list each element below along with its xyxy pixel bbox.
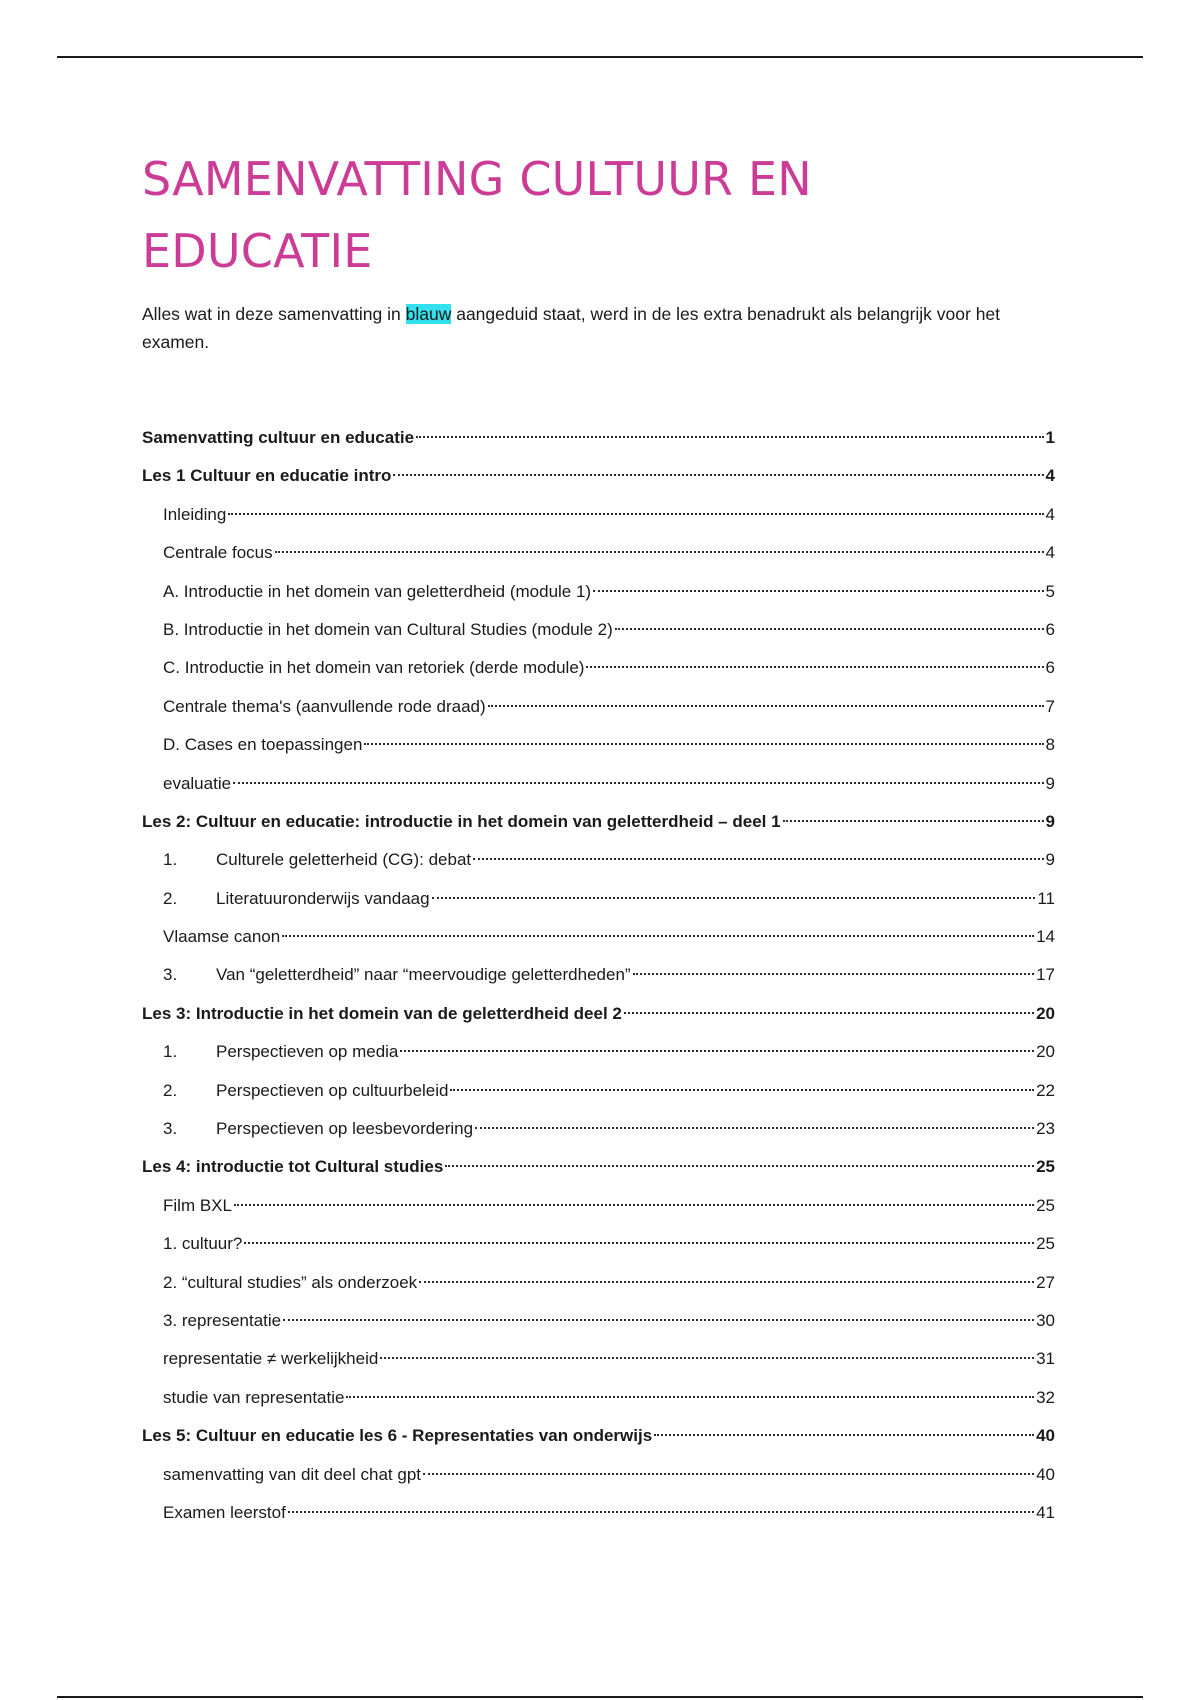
toc-entry-page-number: 4: [1045, 466, 1055, 486]
toc-entry-page-number: 31: [1036, 1349, 1055, 1369]
bottom-rule: [57, 1696, 1143, 1698]
toc-entry[interactable]: [142, 611, 1055, 649]
toc-entry[interactable]: [142, 1417, 1055, 1455]
toc-entry-label: Les 4: introductie tot Cultural studies: [142, 1157, 444, 1177]
toc-entry-label: Les 3: Introductie in het domein van de geletterdheid deel 2: [142, 1003, 622, 1023]
toc-dot-leader: [593, 590, 1043, 592]
toc-entry[interactable]: [142, 995, 1055, 1033]
toc-dot-leader: [275, 551, 1044, 553]
toc-entry[interactable]: [142, 1494, 1055, 1532]
toc-dot-leader: [624, 1012, 1034, 1014]
toc-entry-label: Centrale thema's (aanvullende rode draad): [163, 696, 486, 716]
toc-dot-leader: [450, 1089, 1034, 1091]
toc-dot-leader: [586, 666, 1043, 668]
toc-entry-label: 1. cultuur?: [163, 1234, 243, 1254]
table-of-contents: [142, 419, 1055, 1532]
page-title-line-1: SAMENVATTING CULTUUR EN: [142, 152, 812, 206]
toc-entry-label: D. Cases en toepassingen: [163, 735, 363, 755]
toc-entry-page-number: 17: [1036, 965, 1055, 985]
toc-dot-leader: [416, 436, 1043, 438]
toc-entry[interactable]: [142, 419, 1055, 457]
toc-entry-page-number: 20: [1036, 1003, 1055, 1023]
toc-entry[interactable]: [142, 1033, 1055, 1071]
toc-entry-label: C. Introductie in het domein van retoriek (derde module): [163, 658, 585, 678]
toc-entry-label: Literatuuronderwijs vandaag: [216, 888, 430, 908]
toc-entry[interactable]: [142, 1072, 1055, 1110]
toc-entry-label: Van “geletterdheid” naar “meervoudige geletterdheden”: [216, 965, 631, 985]
toc-entry[interactable]: [142, 1456, 1055, 1494]
toc-entry-page-number: 25: [1036, 1234, 1055, 1254]
toc-entry-number: 1.: [163, 1042, 178, 1062]
intro-paragraph: [142, 300, 1062, 356]
toc-entry-page-number: 11: [1037, 888, 1055, 908]
toc-dot-leader: [244, 1242, 1034, 1244]
page-title-line-2: EDUCATIE: [142, 224, 373, 278]
toc-entry[interactable]: [142, 956, 1055, 994]
toc-entry-label: Film BXL: [163, 1195, 232, 1215]
toc-dot-leader: [346, 1396, 1034, 1398]
toc-entry-page-number: 7: [1045, 696, 1055, 716]
toc-entry-page-number: 41: [1036, 1502, 1055, 1522]
toc-entry-number: 1.: [163, 850, 178, 870]
toc-dot-leader: [419, 1281, 1034, 1283]
toc-entry-page-number: 20: [1036, 1042, 1055, 1062]
toc-dot-leader: [473, 858, 1043, 860]
toc-entry-label: Inleiding: [163, 504, 227, 524]
toc-entry-page-number: 40: [1036, 1426, 1055, 1446]
toc-entry[interactable]: [142, 1379, 1055, 1417]
toc-dot-leader: [393, 474, 1043, 476]
toc-entry-page-number: 23: [1036, 1119, 1055, 1139]
toc-entry-number: 3.: [163, 965, 178, 985]
toc-entry[interactable]: [142, 726, 1055, 764]
toc-entry-page-number: 25: [1036, 1195, 1055, 1215]
toc-dot-leader: [432, 897, 1036, 899]
toc-entry-page-number: 8: [1045, 735, 1055, 755]
toc-entry[interactable]: [142, 1148, 1055, 1186]
toc-dot-leader: [283, 1319, 1034, 1321]
toc-entry-page-number: 1: [1045, 428, 1055, 447]
toc-entry-number: 3.: [163, 1119, 178, 1139]
intro-text-after: aangeduid staat, werd in de les extra benadrukt als belangrijk voor het examen.: [142, 304, 1001, 352]
toc-entry[interactable]: [142, 1110, 1055, 1148]
toc-entry-label: studie van representatie: [163, 1387, 345, 1407]
toc-entry-page-number: 40: [1036, 1464, 1055, 1484]
toc-entry-page-number: 4: [1045, 504, 1055, 524]
toc-entry-page-number: 6: [1045, 619, 1055, 639]
toc-entry-label: evaluatie: [163, 773, 232, 793]
toc-entry-page-number: 22: [1036, 1080, 1055, 1100]
toc-dot-leader: [234, 1204, 1034, 1206]
toc-entry[interactable]: [142, 765, 1055, 803]
toc-entry-label: samenvatting van dit deel chat gpt: [163, 1464, 421, 1484]
toc-entry-number: 2.: [163, 1080, 178, 1100]
toc-entry[interactable]: [142, 496, 1055, 534]
toc-dot-leader: [380, 1357, 1034, 1359]
toc-entry-label: Examen leerstof: [163, 1502, 286, 1522]
toc-entry-label: Culturele geletterheid (CG): debat: [216, 850, 472, 870]
toc-entry[interactable]: [142, 1302, 1055, 1340]
toc-entry[interactable]: [142, 841, 1055, 879]
toc-entry-page-number: 9: [1045, 850, 1055, 870]
toc-entry-page-number: 9: [1045, 811, 1055, 831]
toc-entry-label: Les 5: Cultuur en educatie les 6 - Representaties van onderwijs: [142, 1426, 653, 1446]
toc-dot-leader: [475, 1127, 1034, 1129]
toc-entry-label: representatie ≠ werkelijkheid: [163, 1349, 379, 1369]
toc-entry-label: Vlaamse canon: [163, 927, 281, 947]
toc-entry-label: Perspectieven op leesbevordering: [216, 1119, 474, 1139]
toc-dot-leader: [615, 628, 1044, 630]
toc-entry-label: Les 1 Cultuur en educatie intro: [142, 466, 392, 486]
toc-entry[interactable]: [142, 1225, 1055, 1263]
toc-entry-page-number: 32: [1036, 1387, 1055, 1407]
toc-entry[interactable]: [142, 534, 1055, 572]
toc-entry[interactable]: [142, 918, 1055, 956]
toc-dot-leader: [654, 1434, 1034, 1436]
toc-dot-leader: [228, 513, 1043, 515]
toc-entry-label: 2. “cultural studies” als onderzoek: [163, 1272, 418, 1292]
toc-entry-label: A. Introductie in het domein van geletterdheid (module 1): [163, 581, 592, 601]
toc-dot-leader: [282, 935, 1034, 937]
toc-entry-label: Samenvatting cultuur en educatie: [142, 428, 415, 447]
toc-entry[interactable]: [142, 1264, 1055, 1302]
toc-dot-leader: [288, 1511, 1034, 1513]
page-title: [142, 143, 1022, 287]
toc-entry[interactable]: [142, 803, 1055, 841]
toc-entry-page-number: 6: [1045, 658, 1055, 678]
toc-dot-leader: [364, 743, 1043, 745]
toc-dot-leader: [488, 705, 1044, 707]
toc-entry-label: Centrale focus: [163, 543, 273, 563]
toc-entry[interactable]: [142, 649, 1055, 687]
toc-entry-label: Perspectieven op media: [216, 1042, 399, 1062]
toc-entry-page-number: 27: [1036, 1272, 1055, 1292]
toc-dot-leader: [423, 1473, 1034, 1475]
toc-entry[interactable]: [142, 1187, 1055, 1225]
toc-entry-page-number: 30: [1036, 1310, 1055, 1330]
toc-entry-page-number: 5: [1045, 581, 1055, 601]
toc-entry-page-number: 14: [1036, 927, 1055, 947]
top-rule: [57, 56, 1143, 58]
toc-entry[interactable]: [142, 1340, 1055, 1378]
toc-entry-number: 2.: [163, 888, 178, 908]
toc-entry-page-number: 9: [1045, 773, 1055, 793]
toc-dot-leader: [445, 1165, 1034, 1167]
toc-dot-leader: [233, 782, 1043, 784]
intro-highlight-blauw: blauw: [405, 304, 452, 324]
toc-entry-label: B. Introductie in het domein van Cultural Studies (module 2): [163, 619, 613, 639]
toc-entry-label: 3. representatie: [163, 1310, 282, 1330]
toc-entry-page-number: 25: [1036, 1157, 1055, 1177]
toc-dot-leader: [633, 973, 1035, 975]
toc-dot-leader: [400, 1050, 1034, 1052]
toc-entry-page-number: 4: [1045, 543, 1055, 563]
intro-text-before: Alles wat in deze samenvatting in: [142, 304, 406, 324]
toc-entry[interactable]: [142, 880, 1055, 918]
toc-dot-leader: [783, 820, 1044, 822]
toc-entry-label: Les 2: Cultuur en educatie: introductie in het domein van geletterdheid – deel 1: [142, 811, 781, 831]
toc-entry[interactable]: [142, 573, 1055, 611]
toc-entry-label: Perspectieven op cultuurbeleid: [216, 1080, 449, 1100]
toc-entry[interactable]: [142, 688, 1055, 726]
toc-entry[interactable]: [142, 457, 1055, 495]
